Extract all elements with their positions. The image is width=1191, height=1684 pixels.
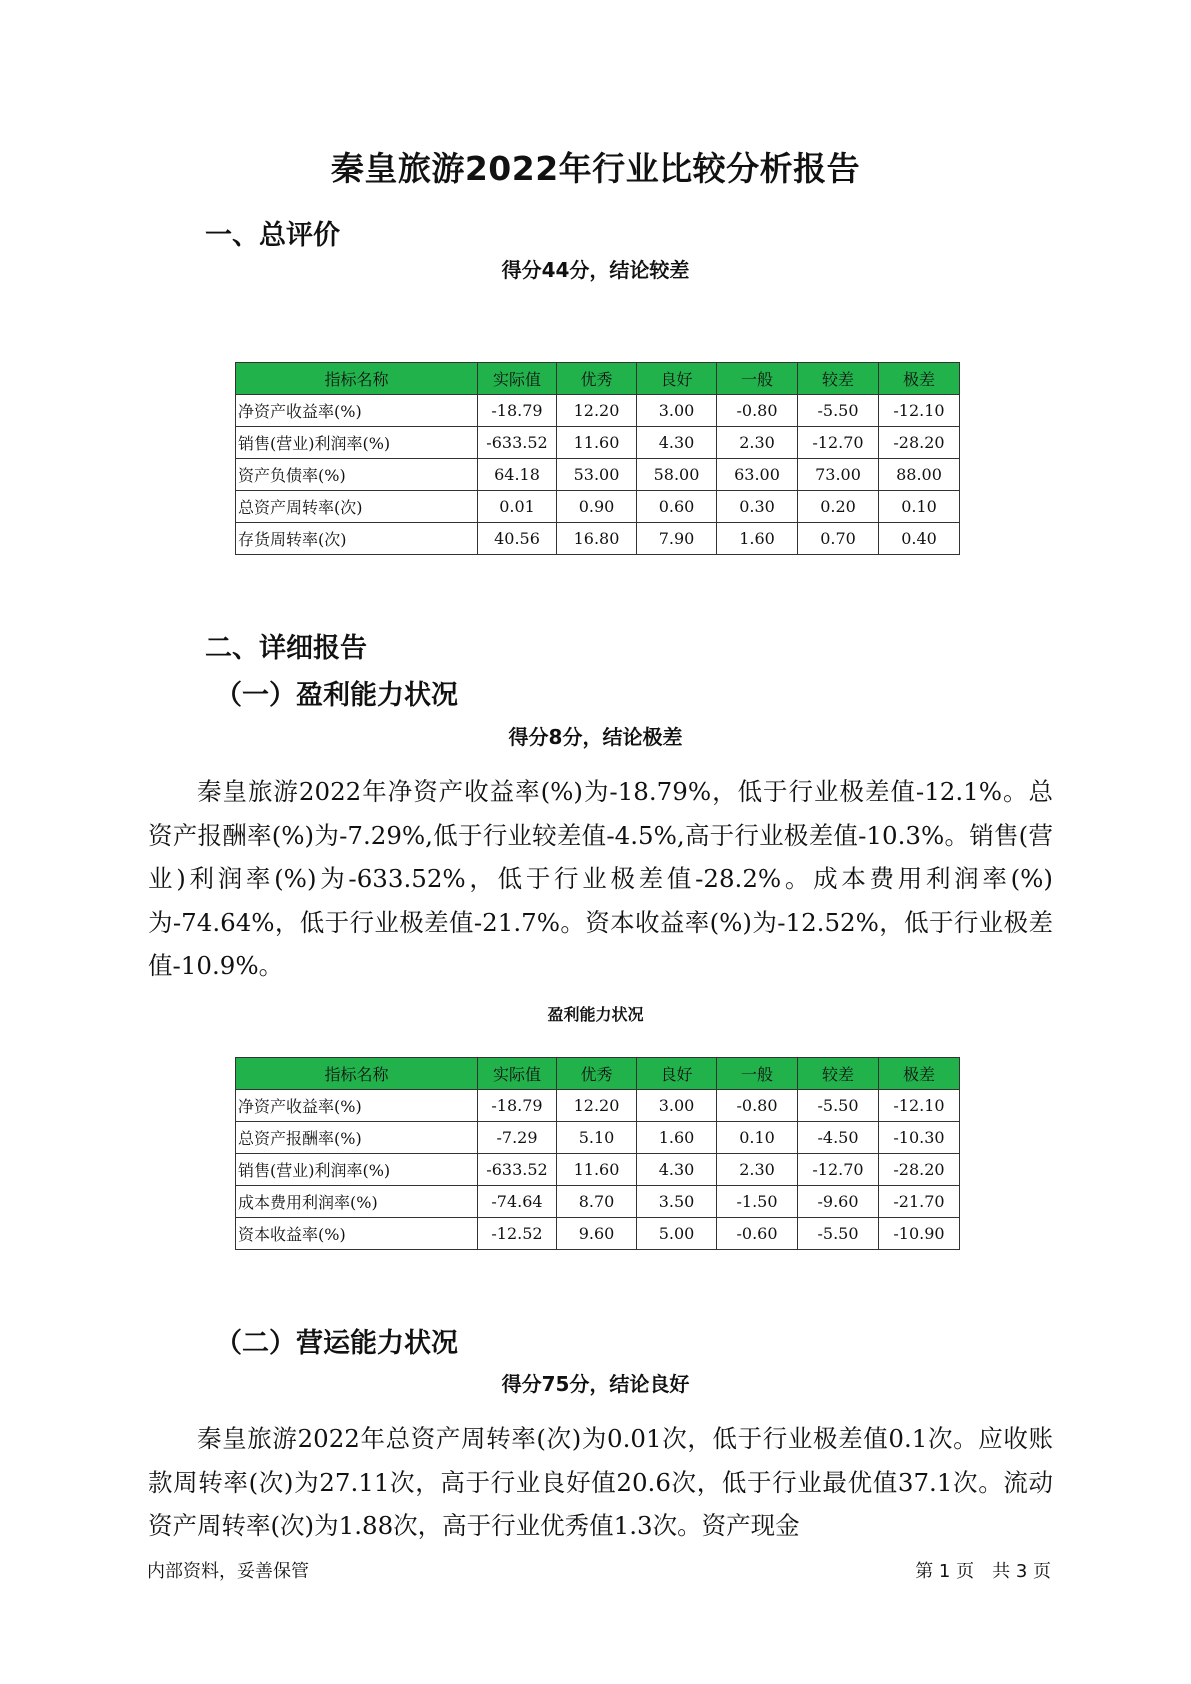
table-cell: -0.80 (717, 395, 798, 427)
table-cell: -633.52 (478, 427, 557, 459)
table-cell: -5.50 (798, 395, 879, 427)
table-row (236, 427, 960, 459)
table-cell: 3.50 (637, 1186, 717, 1218)
table-cell: -18.79 (478, 1090, 557, 1122)
table-header-row (236, 363, 960, 395)
table-cell: -0.80 (717, 1090, 798, 1122)
footer-page-number: 第 1 页 共 3 页 (915, 1561, 1051, 1582)
table-cell: 销售(营业)利润率(%) (236, 427, 478, 459)
profitability-heading: （一）盈利能力状况 (215, 680, 458, 711)
section1-score: 得分44分，结论较差 (501, 258, 690, 282)
table-cell: -28.20 (879, 427, 960, 459)
table-cell: 成本费用利润率(%) (236, 1186, 478, 1218)
table-cell: -12.10 (879, 395, 960, 427)
col-header: 指标名称 (236, 363, 478, 395)
table-cell: 0.10 (879, 491, 960, 523)
table-cell: 0.20 (798, 491, 879, 523)
table-cell: 16.80 (557, 523, 637, 555)
profitability-score: 得分8分，结论极差 (508, 725, 683, 749)
table-cell: -28.20 (879, 1154, 960, 1186)
section1-heading: 一、总评价 (205, 220, 340, 251)
table-cell: -7.29 (478, 1122, 557, 1154)
table-cell: 总资产报酬率(%) (236, 1122, 478, 1154)
table-cell: -21.70 (879, 1186, 960, 1218)
table-cell: 0.01 (478, 491, 557, 523)
table-cell: 11.60 (557, 1154, 637, 1186)
table-cell: 0.60 (637, 491, 717, 523)
table-cell: -5.50 (798, 1218, 879, 1250)
operating-paragraph (148, 1417, 1053, 1548)
col-header: 良好 (637, 1058, 717, 1090)
table-row (236, 1090, 960, 1122)
table-cell: -633.52 (478, 1154, 557, 1186)
table-cell: 63.00 (717, 459, 798, 491)
table-header-row (236, 1058, 960, 1090)
table-cell: 5.00 (637, 1218, 717, 1250)
col-header: 优秀 (557, 363, 637, 395)
profitability-table-caption: 盈利能力状况 (547, 1005, 644, 1024)
table-row (236, 491, 960, 523)
col-header: 指标名称 (236, 1058, 478, 1090)
summary-table (235, 362, 960, 555)
table-cell: 1.60 (717, 523, 798, 555)
table-cell: 总资产周转率(次) (236, 491, 478, 523)
profitability-paragraph (148, 770, 1053, 988)
table-cell: 销售(营业)利润率(%) (236, 1154, 478, 1186)
table-cell: -12.10 (879, 1090, 960, 1122)
table-cell: -9.60 (798, 1186, 879, 1218)
table-cell: 5.10 (557, 1122, 637, 1154)
paragraph-text: 秦皇旅游2022年净资产收益率(%)为-18.79%，低于行业极差值-12.1%。总资产报酬率(%)为-7.29%,低于行业较差值-4.5%,高于行业极差值-10.3%。销售(营业)利润率(%)为-633.52%，低于行业极差值-28.2%。成本费用利润率(%)为-74.64%，低于行业极差值-21.7%。资本收益率(%)为-12.52%，低于行业极差值-10.9%。 (148, 777, 1053, 980)
table-cell: -0.60 (717, 1218, 798, 1250)
col-header: 实际值 (478, 1058, 557, 1090)
table-cell: -12.70 (798, 1154, 879, 1186)
table-cell: -12.52 (478, 1218, 557, 1250)
table-cell: -18.79 (478, 395, 557, 427)
paragraph-text: 秦皇旅游2022年总资产周转率(次)为0.01次，低于行业极差值0.1次。应收账款周转率(次)为27.11次，高于行业良好值20.6次，低于行业最优值37.1次。流动资产周转率(次)为1.88次，高于行业优秀值1.3次。资产现金 (148, 1424, 1053, 1540)
table-cell: 2.30 (717, 427, 798, 459)
table-cell: 资产负债率(%) (236, 459, 478, 491)
table-cell: 12.20 (557, 1090, 637, 1122)
table-cell: 4.30 (637, 427, 717, 459)
col-header: 较差 (798, 363, 879, 395)
table-cell: 0.40 (879, 523, 960, 555)
table-cell: 4.30 (637, 1154, 717, 1186)
col-header: 较差 (798, 1058, 879, 1090)
col-header: 良好 (637, 363, 717, 395)
table-cell: -74.64 (478, 1186, 557, 1218)
table-cell: 0.70 (798, 523, 879, 555)
profitability-table (235, 1057, 960, 1250)
table-cell: 73.00 (798, 459, 879, 491)
col-header: 实际值 (478, 363, 557, 395)
table-cell: 88.00 (879, 459, 960, 491)
table-cell: 净资产收益率(%) (236, 395, 478, 427)
table-row (236, 395, 960, 427)
col-header: 优秀 (557, 1058, 637, 1090)
table-cell: -10.30 (879, 1122, 960, 1154)
table-row (236, 1154, 960, 1186)
table-cell: 8.70 (557, 1186, 637, 1218)
table-cell: 3.00 (637, 395, 717, 427)
table-cell: -4.50 (798, 1122, 879, 1154)
table-cell: 1.60 (637, 1122, 717, 1154)
table-cell: 净资产收益率(%) (236, 1090, 478, 1122)
table-cell: 3.00 (637, 1090, 717, 1122)
table-cell: 存货周转率(次) (236, 523, 478, 555)
table-cell: 40.56 (478, 523, 557, 555)
footer-confidential: 内部资料，妥善保管 (147, 1561, 309, 1582)
table-cell: 58.00 (637, 459, 717, 491)
operating-score: 得分75分，结论良好 (501, 1372, 690, 1396)
table-cell: 2.30 (717, 1154, 798, 1186)
col-header: 一般 (717, 1058, 798, 1090)
table-cell: 7.90 (637, 523, 717, 555)
table-cell: 9.60 (557, 1218, 637, 1250)
table-row (236, 523, 960, 555)
table-cell: -1.50 (717, 1186, 798, 1218)
table-cell: 0.90 (557, 491, 637, 523)
table-row (236, 1122, 960, 1154)
table-cell: -12.70 (798, 427, 879, 459)
table-cell: 11.60 (557, 427, 637, 459)
table-cell: -5.50 (798, 1090, 879, 1122)
col-header: 极差 (879, 363, 960, 395)
operating-heading: （二）营运能力状况 (215, 1328, 458, 1359)
table-cell: 12.20 (557, 395, 637, 427)
table-cell: 0.30 (717, 491, 798, 523)
section2-heading: 二、详细报告 (205, 633, 367, 664)
table-cell: -10.90 (879, 1218, 960, 1250)
col-header: 一般 (717, 363, 798, 395)
table-cell: 64.18 (478, 459, 557, 491)
report-title: 秦皇旅游2022年行业比较分析报告 (330, 149, 861, 188)
table-cell: 资本收益率(%) (236, 1218, 478, 1250)
col-header: 极差 (879, 1058, 960, 1090)
table-cell: 0.10 (717, 1122, 798, 1154)
table-cell: 53.00 (557, 459, 637, 491)
table-row (236, 459, 960, 491)
table-row (236, 1218, 960, 1250)
table-row (236, 1186, 960, 1218)
